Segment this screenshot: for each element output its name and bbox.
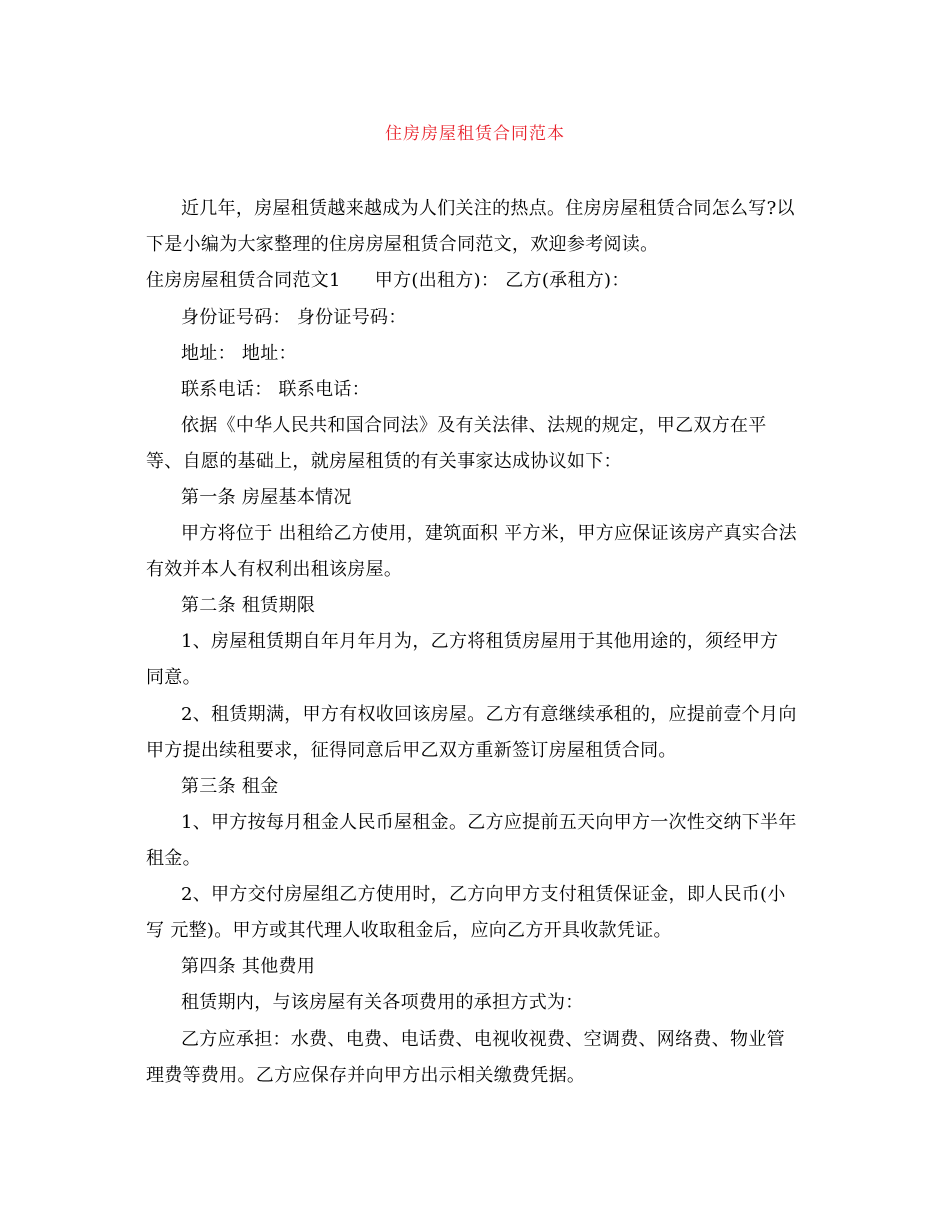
paragraph-line: 身份证号码： 身份证号码： [181,307,407,328]
section-heading: 第四条 其他费用 [181,956,316,977]
paragraph-line: 租金。 [146,848,201,869]
party-labels: 甲方(出租方)： 乙方(承租方)： [374,270,630,291]
paragraph-line: 有效并本人有权利出租该房屋。 [146,559,403,580]
template-heading: 住房房屋租赁合同范文1 [146,270,341,291]
paragraph-line: 2、租赁期满，甲方有权收回该房屋。乙方有意继续承租的，应提前壹个月向 [181,704,797,725]
paragraph-line: 乙方应承担：水费、电费、电话费、电视收视费、空调费、网络费、物业管 [181,1029,785,1050]
paragraph-line: 甲方将位于 出租给乙方使用，建筑面积 平方米，甲方应保证该房产真实合法 [181,523,797,544]
paragraph-line: 2、甲方交付房屋组乙方使用时，乙方向甲方支付租赁保证金，即人民币(小 [181,884,786,905]
paragraph-line: 下是小编为大家整理的住房房屋租赁合同范文，欢迎参考阅读。 [146,234,659,255]
paragraph-line: 写 元整)。甲方或其代理人收取租金后，应向乙方开具收款凭证。 [146,920,672,941]
paragraph-line: 甲方提出续租要求，征得同意后甲乙双方重新签订房屋租赁合同。 [146,740,677,761]
section-heading: 第二条 租赁期限 [181,595,316,616]
paragraph-line [146,268,811,294]
paragraph-line: 依据《中华人民共和国合同法》及有关法律、法规的规定，甲乙双方在平 [181,415,767,436]
paragraph-line: 等、自愿的基础上，就房屋租赁的有关事家达成协议如下： [146,451,622,472]
document-title: 住房房屋租赁合同范本 [385,124,565,144]
paragraph-line: 1、房屋租赁期自年月年月为，乙方将租赁房屋用于其他用途的，须经甲方 [181,631,779,652]
paragraph-line: 地址： 地址： [181,343,297,364]
paragraph-line: 1、甲方按每月租金人民币屋租金。乙方应提前五天向甲方一次性交纳下半年 [181,812,797,833]
paragraph-line: 近几年，房屋租赁越来越成为人们关注的热点。住房房屋租赁合同怎么写?以 [181,198,795,219]
section-heading: 第三条 租金 [181,776,279,797]
paragraph-line: 理费等费用。乙方应保存并向甲方出示相关缴费凭据。 [146,1065,586,1086]
paragraph-line: 联系电话： 联系电话： [181,379,371,400]
section-heading: 第一条 房屋基本情况 [181,487,352,508]
paragraph-line: 租赁期内，与该房屋有关各项费用的承担方式为： [181,992,584,1013]
paragraph-line: 同意。 [146,667,201,688]
